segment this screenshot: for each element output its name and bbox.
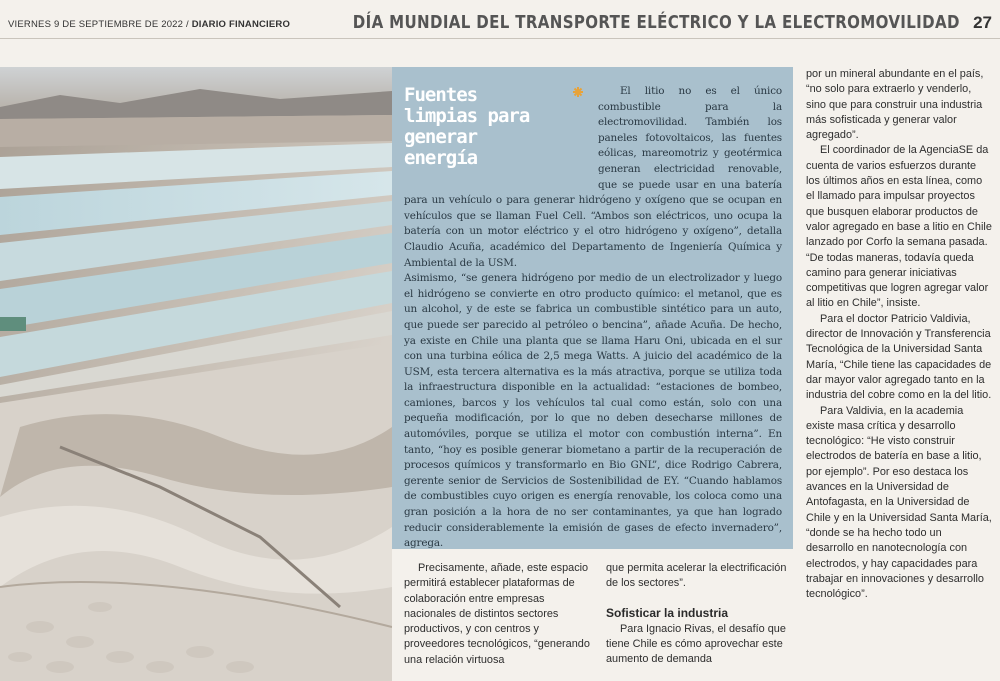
body-paragraph: Para Valdivia, en la academia existe masa crítica y desarrollo tecnológico: “He visto construir electrodos de batería en base a litio, por ejemplo”. Por eso destaca los avances en la Universidad de Antofagasta, en la Universidad de Chile y en la Universidad Santa María, “donde se ha hecho todo un desarrollo en nanotecnología con electrodos, y hay capacidades para trabajar en innovaciones y desarrollo tecnológico”. — [806, 404, 992, 601]
sidebar-title: Fuentes limpias para generar energía — [404, 84, 530, 169]
sidebar-paragraph-text: El litio no es el único combustible para la electromovilidad. También los paneles fotovoltaicos, las fuentes eólicas, mareomotriz y geotérmica generan electricidad renovable, que se puede usar en una batería para un vehículo o para generar hidrógeno y oxígeno que se ocupan en vehículos que se llaman Fuel Cell. “Ambos son eléctricos, uno ocupa la batería con un motor eléctrico y el otro hidrógeno y oxígeno”, detalla Claudio Acuña, académico del Departamento de Ingeniería Química y Ambiental de la USM. — [404, 85, 782, 269]
body-paragraph: por un mineral abundante en el país, “no solo para extraerlo y venderlo, sino que para construir una industria más sofisticada y generar valor agregado”. — [806, 68, 984, 142]
photo-green-pond — [0, 317, 26, 331]
subheading: Sofisticar la industria — [606, 605, 729, 620]
sidebar-body — [404, 84, 782, 552]
body-paragraph: Para Ignacio Rivas, el desafío que tiene Chile es cómo aprovechar este aumento de demanda — [606, 622, 786, 666]
salt-flats-aerial-photo — [0, 67, 392, 681]
body-paragraph: Para el doctor Patricio Valdivia, director de Innovación y Transferencia Tecnológica de la Universidad Santa María, “Chile tiene las capacidades de dar mayor valor agregado tanto en la industria del cobre como en la del litio. — [806, 312, 992, 402]
asterisk-bullet-icon — [572, 86, 584, 98]
header-dateline — [8, 19, 290, 30]
header-divider — [0, 38, 1000, 39]
title-spacer — [404, 84, 598, 178]
page-header — [0, 0, 1000, 40]
column-c — [806, 67, 992, 602]
body-paragraph: Precisamente, añade, este espacio permitirá establecer plataformas de colaboración entre empresas nacionales de distintos sectores productivos, y con centros y proveedores tecnológicos, “generando una relación virtuosa — [404, 562, 590, 666]
sidebar-paragraph: Asimismo, “se genera hidrógeno por medio de un electrolizador y luego el hidrógeno se convierte en otro producto químico: el metanol, que es un alcohol, y de este se fabrica un combustible sintético para un auto, que puede ser parecido al petróleo o bencina”, añade Acuña. De hecho, ya existe en Chile una planta que se llama Haru Oni, ubicada en el sur con una turbina eólica de 2,5 mega Watts. A juicio del académico de la USM, esta tercera alternativa es la más atractiva, porque se utiliza toda la infraestructura disponible en la actualidad: “estaciones de bombeo, camiones, barcos y los vehículos tal cual como están, solo con una pequeña modificación, por lo que no deben desecharse millones de automóviles, porque se utiliza el motor con combustión interna”. En tanto, “hoy es posible generar biometano a partir de la recuperación de procesos químicos y transformarlo en Bio GNL”, dice Rodrigo Cabrera, gerente senior de Servicios de Sostenibilidad de EY. “Cuando hablamos de combustibles cuyo origen es energía renovable, los coloca como una gran posición a la hora de no ser contaminantes, ya que han logrado reducir considerablemente la emisión de gases de efecto invernadero”, agrega. — [404, 272, 782, 550]
section-title: DÍA MUNDIAL DEL TRANSPORTE ELÉCTRICO Y LA ELECTROMOVILIDAD — [353, 13, 960, 33]
body-paragraph: El coordinador de la AgenciaSE da cuenta de varios esfuerzos durante los últimos años en esta línea, como el llamado para impulsar proyectos que busquen elaborar productos de valor agregado en base a litio en Chile lanzado por Corfo la semana pasada. “De todas maneras, todavía queda camino para generar iniciativas competitivas que logren agregar valor al litio en Chile”, insiste. — [806, 144, 992, 310]
header-separator: / — [183, 19, 192, 30]
column-a — [404, 561, 592, 668]
body-paragraph: que permita acelerar la electrificación de los sectores”. — [606, 562, 787, 590]
page-number: 27 — [973, 13, 992, 32]
header-publication: DIARIO FINANCIERO — [191, 19, 291, 30]
column-b — [606, 561, 788, 668]
header-date: VIERNES 9 DE SEPTIEMBRE DE 2022 — [8, 19, 184, 30]
photo-illustration — [0, 67, 392, 681]
